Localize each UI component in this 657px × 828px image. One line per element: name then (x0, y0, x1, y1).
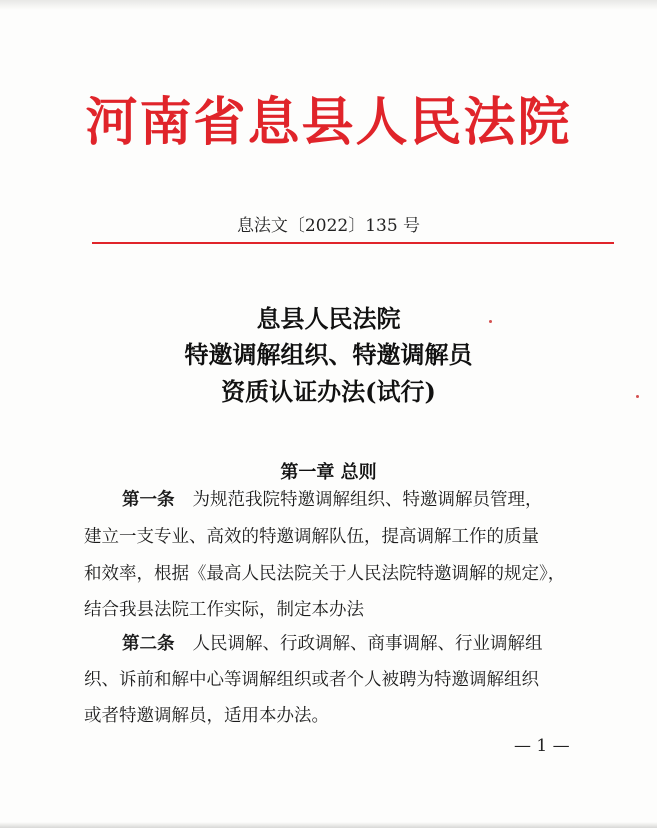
red-divider-line (92, 242, 614, 244)
scan-bottom-edge (0, 822, 657, 828)
page-number: — 1 — (514, 736, 570, 756)
article-2-label: 第二条 (122, 634, 175, 654)
article-1-line-3: 和效率，根据《最高人民法院关于人民法院特邀调解的规定》， (84, 564, 566, 584)
article-1-line-2: 建立一支专业、高效的特邀调解队伍，提高调解工作的质量 (84, 527, 539, 547)
article-2-first-line (122, 631, 543, 657)
organization-header: 河南省息县人民法院 (85, 92, 572, 153)
article-1-label: 第一条 (122, 490, 175, 510)
document-title-line-1: 息县人民法院 (256, 304, 401, 333)
document-number: 息法文〔2022〕135 号 (236, 216, 421, 236)
article-2-text: 人民调解、行政调解、商事调解、行业调解组 (192, 634, 543, 654)
document-title-line-2: 特邀调解组织、特邀调解员 (184, 340, 473, 369)
article-1-line-4: 结合我县法院工作实际，制定本办法 (84, 600, 364, 620)
chapter-heading: 第一章 总则 (280, 462, 377, 483)
scan-speck (489, 320, 492, 323)
scan-speck (636, 395, 639, 398)
document-title-line-3: 资质认证办法(试行) (221, 377, 436, 406)
scan-top-edge (0, 0, 657, 10)
article-2-line-3: 或者特邀调解员，适用本办法。 (84, 706, 329, 726)
article-2-line-2: 织、诉前和解中心等调解组织或者个人被聘为特邀调解组织 (84, 670, 539, 690)
article-1-text: 为规范我院特邀调解组织、特邀调解员管理， (192, 490, 543, 510)
article-1-first-line (122, 487, 543, 513)
